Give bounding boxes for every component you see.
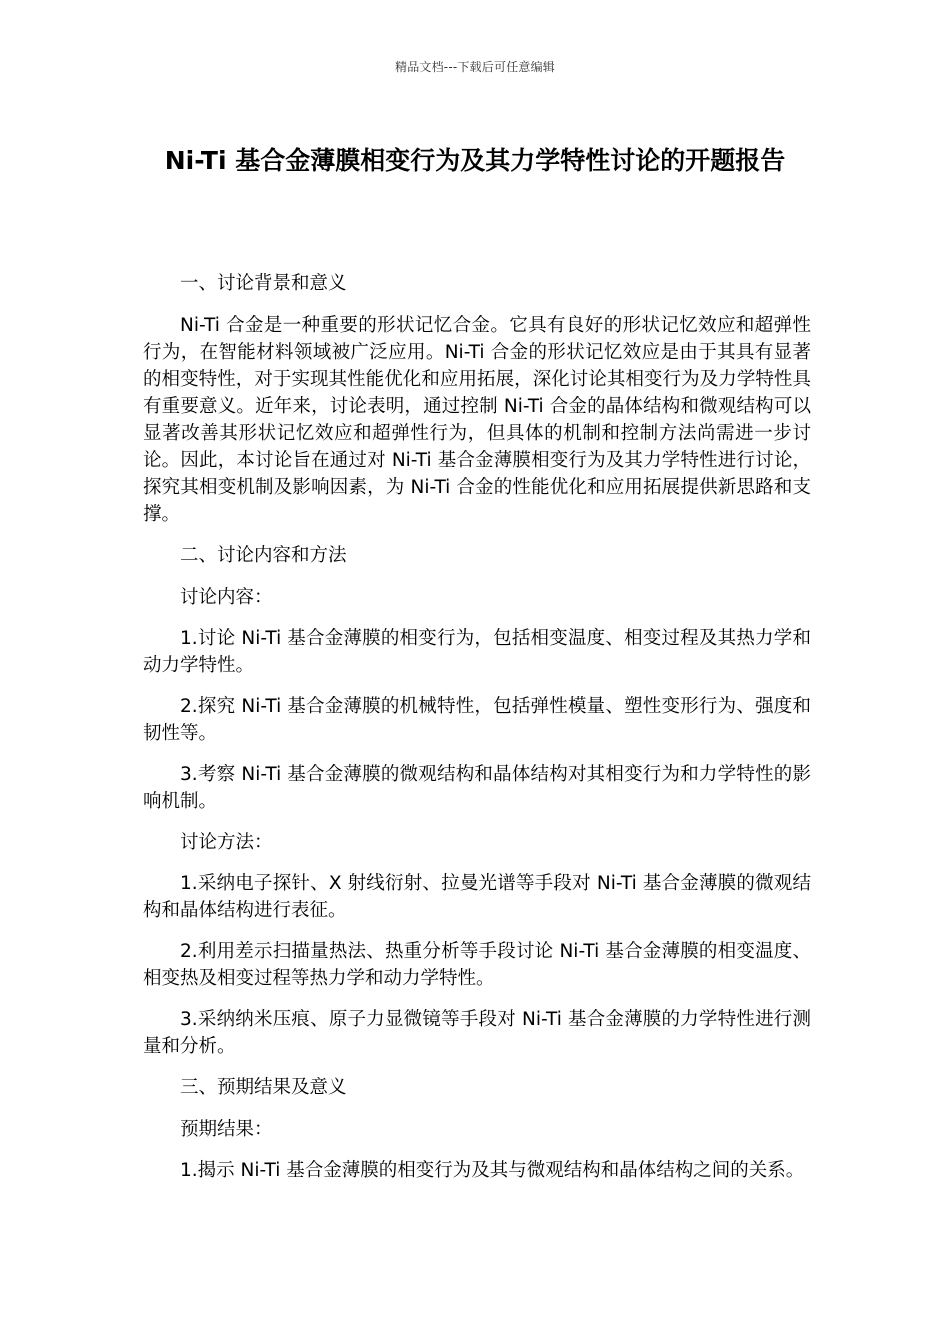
list-item-content-2: 2.探究 Ni-Ti 基合金薄膜的机械特性，包括弹性模量、塑性变形行为、强度和韧性等。 bbox=[143, 696, 811, 744]
list-item-method-2: 2.利用差示扫描量热法、热重分析等手段讨论 Ni-Ti 基合金薄膜的相变温度、相变热及相变过程等热力学和动力学特性。 bbox=[143, 941, 811, 989]
list-item-method-1: 1.采纳电子探针、X 射线衍射、拉曼光谱等手段对 Ni-Ti 基合金薄膜的微观结构和晶体结构进行表征。 bbox=[143, 873, 811, 921]
document-body bbox=[143, 270, 811, 1198]
subheading-expected-results: 预期结果： bbox=[180, 1119, 273, 1140]
list-item-content-1: 1.讨论 Ni-Ti 基合金薄膜的相变行为，包括相变温度、相变过程及其热力学和动力学特性。 bbox=[143, 628, 811, 676]
paragraph-background: Ni-Ti 合金是一种重要的形状记忆合金。它具有良好的形状记忆效应和超弹性行为，在智能材料领域被广泛应用。Ni-Ti 合金的形状记忆效应是由于其具有显著的相变特性，对于实现其性能优化和应用拓展，深化讨论其相变行为及力学特性具有重要意义。近年来，讨论表明，通过控制 Ni-Ti 合金的晶体结构和微观结构可以显著改善其形状记忆效应和超弹性行为，但具体的机制和控制方法尚需进一步讨论。因此，本讨论旨在通过对 Ni-Ti 基合金薄膜相变行为及其力学特性进行讨论，探究其相变机制及影响因素，为 Ni-Ti 合金的性能优化和应用拓展提供新思路和支撑。 bbox=[143, 315, 811, 525]
subheading-research-methods: 讨论方法： bbox=[180, 832, 273, 853]
list-item-result-1: 1.揭示 Ni-Ti 基合金薄膜的相变行为及其与微观结构和晶体结构之间的关系。 bbox=[180, 1160, 805, 1181]
section-heading-content-methods: 二、讨论内容和方法 bbox=[180, 545, 347, 566]
section-heading-background: 一、讨论背景和意义 bbox=[180, 273, 347, 294]
section-heading-expected-results: 三、预期结果及意义 bbox=[180, 1077, 347, 1098]
subheading-research-content: 讨论内容： bbox=[180, 587, 273, 608]
document-title: Ni-Ti 基合金薄膜相变行为及其力学特性讨论的开题报告 bbox=[164, 146, 786, 175]
header-note: 精品文档---下载后可任意编辑 bbox=[395, 60, 555, 74]
list-item-content-3: 3.考察 Ni-Ti 基合金薄膜的微观结构和晶体结构对其相变行为和力学特性的影响机制。 bbox=[143, 764, 811, 812]
list-item-method-3: 3.采纳纳米压痕、原子力显微镜等手段对 Ni-Ti 基合金薄膜的力学特性进行测量和分析。 bbox=[143, 1009, 811, 1057]
